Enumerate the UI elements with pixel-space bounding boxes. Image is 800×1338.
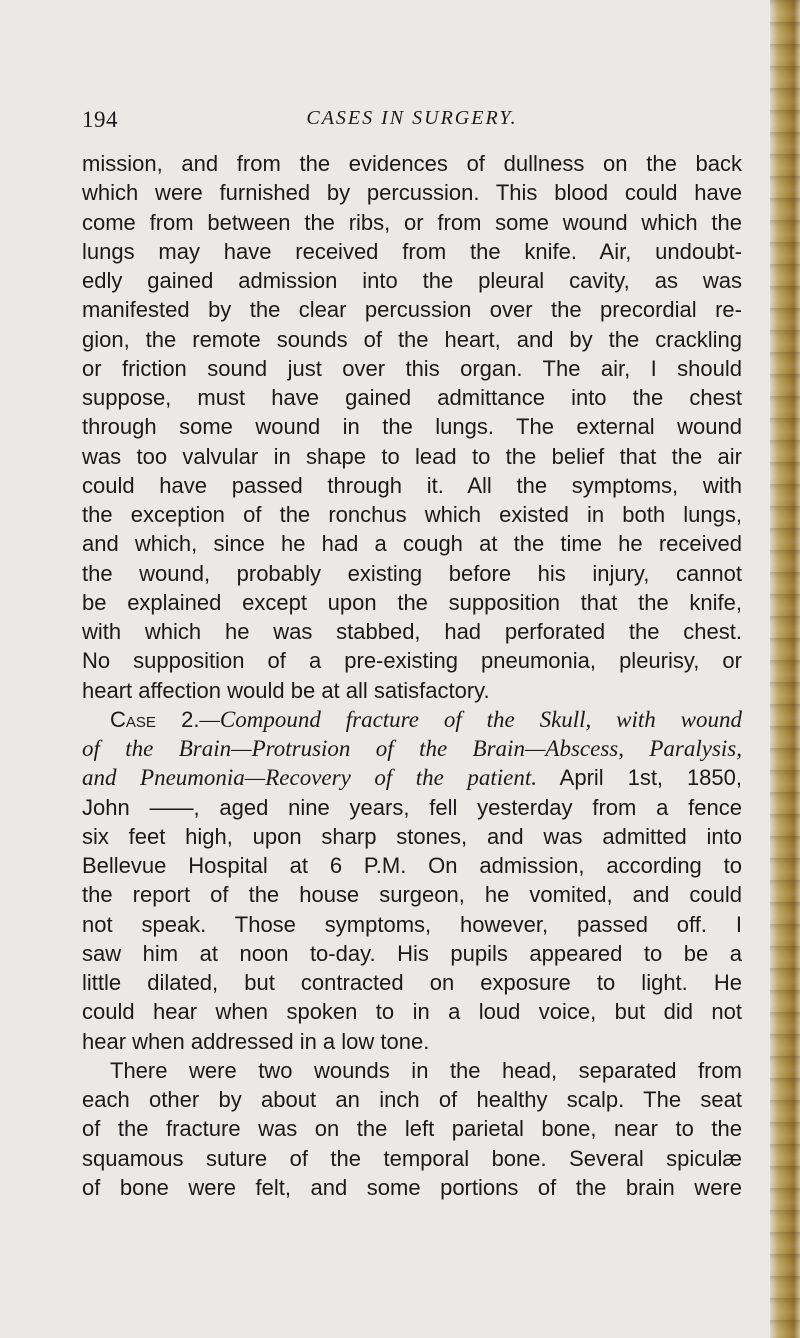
text-line: the report of the house surgeon, he vomited, and could — [82, 882, 742, 908]
page-header — [82, 107, 742, 137]
text-line: Bellevue Hospital at 6 P.M. On admission, according to — [82, 853, 742, 878]
case-heading-line — [82, 763, 742, 792]
text-line: suppose, must have gained admittance into the chest — [82, 385, 742, 410]
text-line: each other by about an inch of healthy scalp. The seat — [82, 1087, 742, 1112]
case-title-part: and Pneumonia—Recovery of the patient. — [82, 765, 537, 791]
text-line: No supposition of a pre-existing pneumonia, pleurisy, or — [82, 648, 742, 674]
text-line: was too valvular in shape to lead to the belief that the air — [82, 443, 742, 469]
case-title-part: —Compound fracture of the Skull, with wound — [199, 706, 742, 732]
text-line: the exception of the ronchus which existed in both lungs, — [82, 502, 742, 527]
text-line: edly gained admission into the pleural cavity, as was — [82, 268, 742, 293]
text-line: come from between the ribs, or from some wound which the — [82, 209, 742, 235]
paragraph-1 — [82, 149, 742, 705]
text-line: could hear when spoken to in a loud voice, but did not — [82, 999, 742, 1025]
text-line: not speak. Those symptoms, however, passed off. I — [82, 911, 742, 937]
text-line: with which he was stabbed, had perforated the chest. — [82, 619, 742, 644]
text-line: the wound, probably existing before his injury, cannot — [82, 560, 742, 586]
text-line: little dilated, but contracted on exposure to light. He — [82, 970, 742, 995]
text-line: squamous suture of the temporal bone. Several spiculæ — [82, 1145, 742, 1171]
text-line: There were two wounds in the head, separated from — [110, 1057, 742, 1083]
case-heading-line — [82, 734, 742, 763]
text-line: heart affection would be at all satisfactory. — [82, 677, 490, 703]
text-line: and which, since he had a cough at the time he received — [82, 531, 742, 557]
paragraph-case-2 — [82, 705, 742, 1056]
text-line: of bone were felt, and some portions of the brain were — [82, 1174, 742, 1200]
page-number: 194 — [82, 107, 118, 132]
paragraph-3 — [82, 1056, 742, 1202]
text-line: six feet high, upon sharp stones, and was admitted into — [82, 823, 742, 849]
text-line: could have passed through it. All the symptoms, with — [82, 472, 742, 498]
running-head: CASES IN SURGERY. — [306, 107, 518, 129]
text-line: manifested by the clear percussion over the precordial re- — [82, 297, 742, 323]
text-line: which were furnished by percussion. This blood could have — [82, 180, 742, 206]
case-title-part: of the Brain—Protrusion of the Brain—Abscess, Paralysis, — [82, 736, 742, 761]
book-binding-edge — [770, 0, 800, 1338]
text-line: be explained except upon the supposition that the knife, — [82, 589, 742, 615]
case-label: Case 2. — [110, 706, 200, 732]
text-line: hear when addressed in a low tone. — [82, 1028, 430, 1054]
text-line: lungs may have received from the knife. Air, undoubt- — [82, 238, 742, 264]
text-line: John ——, aged nine years, fell yesterday from a fence — [82, 794, 742, 820]
body-text — [82, 149, 742, 1202]
text-line: saw him at noon to-day. His pupils appeared to be a — [82, 940, 742, 966]
case-date: April 1st, 1850, — [537, 765, 742, 791]
text-line: of the fracture was on the left parietal bone, near to the — [82, 1116, 742, 1142]
text-line: gion, the remote sounds of the heart, and by the crackling — [82, 326, 742, 352]
text-line: mission, and from the evidences of dullness on the back — [82, 151, 742, 176]
case-heading-line — [82, 705, 742, 734]
text-line: through some wound in the lungs. The external wound — [82, 414, 742, 440]
text-line: or friction sound just over this organ. The air, I should — [82, 355, 742, 381]
